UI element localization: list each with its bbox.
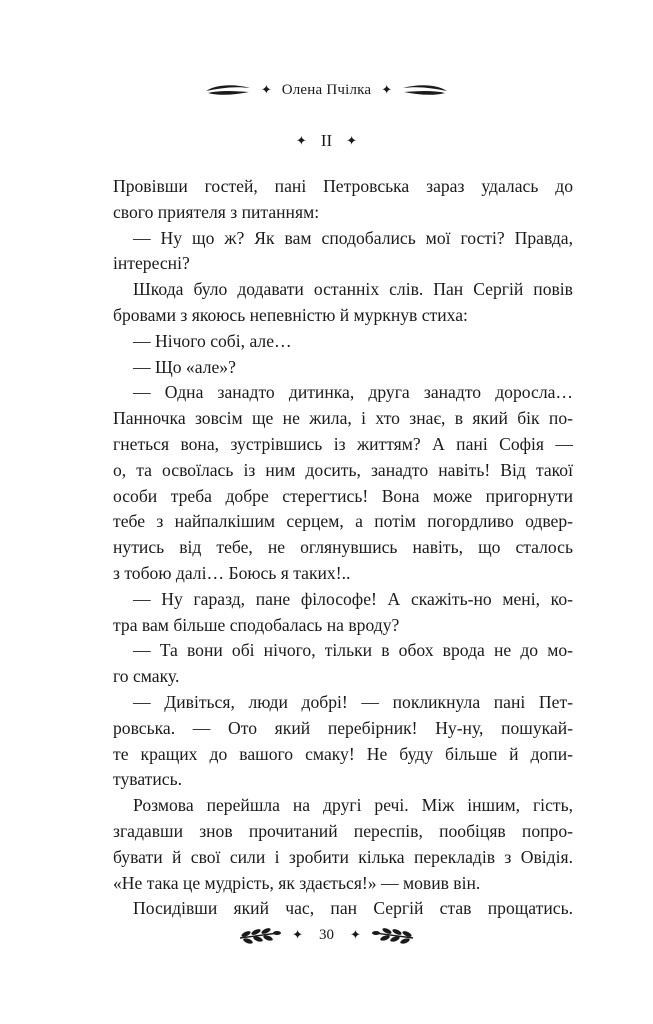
text-line: — Ну гаразд, пане філософе! А скажіть-но мені, ко- [133,588,573,609]
chapter-heading [0,128,653,154]
text-line: тра вам більше сподобалась на вроду? [113,614,400,635]
text-line: особи треба добре стерегтись! Вона може пригорнути [113,485,573,506]
running-head-author: Олена Пчілка [281,81,372,98]
laurel-branch-right-icon [371,926,415,944]
leaf-swoosh-right-icon [402,83,448,97]
text-line: Розмова перейшла на другі речі. Між іншим, гість, [133,795,573,816]
text-line: свого приятеля з питанням: [113,201,320,222]
text-line: — Одна занадто дитинка, друга занадто доросла… [133,382,573,403]
page-number: 30 [319,926,334,943]
text-line: бровами з якоюсь непевністю й муркнув стиха: [113,304,468,325]
page-footer [0,922,653,948]
text-line: туватись. [113,769,183,790]
text-line: о, та освоїлась із ним досить, занадто навіть! Від такої [113,459,573,480]
text-line: — Що «але»? [133,356,236,377]
text-line: бувати й свої сили і зробити кілька перекладів з Овідія. [113,846,573,867]
text-line: Шкода було додавати останніх слів. Пан Сергій повів [133,279,573,300]
star-right-icon: ✦ [381,82,393,98]
text-line: з тобою далі… Боюсь я таких!.. [113,562,351,583]
text-line: ровська. — Ото який перебірник! Ну-ну, пошукай- [113,717,573,738]
text-line: го смаку. [113,666,180,687]
text-line: — Нічого собі, але… [133,330,292,351]
text-line: Посидівши який час, пан Сергій став прощатись. [133,898,573,919]
text-line: — Та вони обі нічого, тільки в обох врода не до мо- [133,640,573,661]
star-right-icon: ✦ [350,927,361,943]
leaf-swoosh-left-icon [205,83,251,97]
star-left-icon: ✦ [260,82,272,98]
text-line: інтересні? [113,253,190,274]
text-line: Провівши гостей, пані Петровська зараз удалась до [113,176,573,196]
star-right-icon: ✦ [346,133,358,149]
text-line: — Дивіться, люди добрі! — покликнула пані Пет- [133,691,573,712]
text-line: тебе з найпалкішим серцем, а потім погордливо одвер- [113,511,573,532]
laurel-branch-left-icon [238,926,282,944]
chapter-number: II [320,131,333,150]
body-text [113,174,573,922]
star-left-icon: ✦ [292,927,303,943]
text-line: згадавши знов прочитаний переспів, пообіцяв попро- [113,820,573,841]
text-line: нутись від тебе, не оглянувшись навіть, що сталось [113,537,573,558]
running-head [0,78,653,102]
text-line: гнеться вона, зустрівшись із життям? А пані Софія — [113,433,573,454]
text-line: «Не така це мудрість, як здається!» — мовив він. [113,872,481,893]
text-line: те кращих до вашого смаку! Не буду більше й допи- [113,743,573,764]
text-line: Панночка зовсім ще не жила, і хто знає, в який бік по- [113,408,573,429]
text-line: — Ну що ж? Як вам сподобались мої гості? Правда, [133,227,573,248]
star-left-icon: ✦ [295,133,307,149]
